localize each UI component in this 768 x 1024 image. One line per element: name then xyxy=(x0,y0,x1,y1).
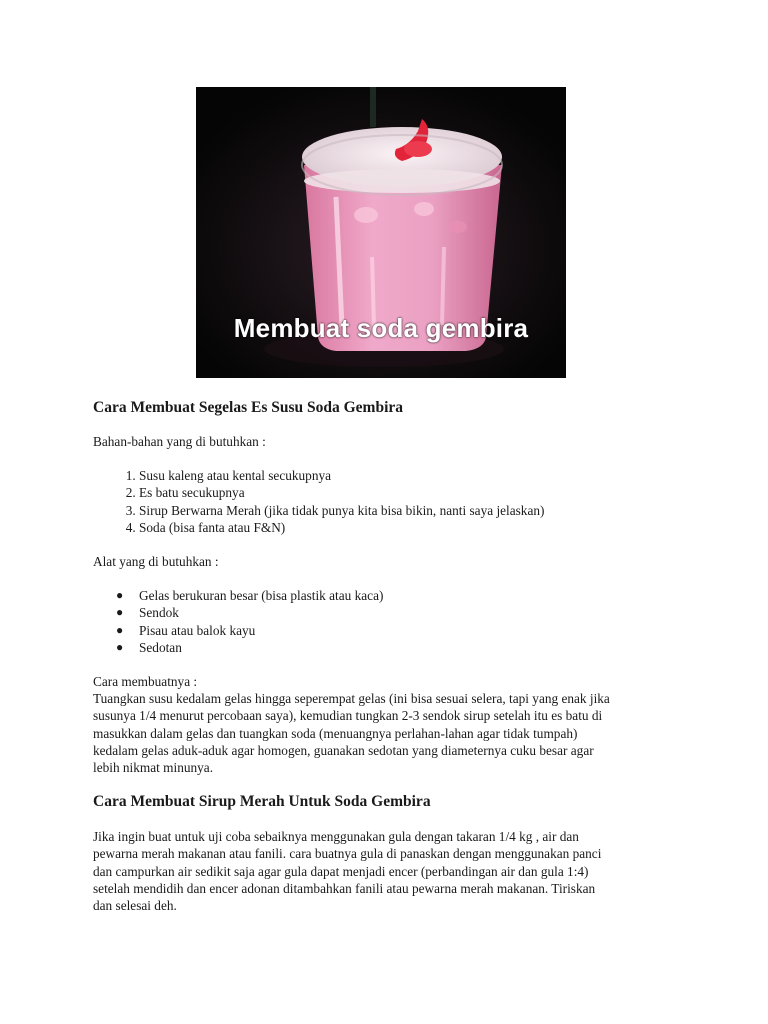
sirup-line: Jika ingin buat untuk uji coba sebaiknya menggunakan gula dengan takaran 1/4 kg , air dan xyxy=(93,829,579,845)
section-heading-sirup-merah: Cara Membuat Sirup Merah Untuk Soda Gembira xyxy=(93,793,431,811)
ingredient-item: 3. Sirup Berwarna Merah (jika tidak punya kita bisa bikin, nanti saya jelaskan) xyxy=(139,502,703,519)
sirup-line: dan selesai deh. xyxy=(93,898,177,914)
bullet-icon: ● xyxy=(116,639,124,654)
method-line: masukkan dalam gelas dan tuangkan soda (menuangnya perlahan-lahan agar tidak tumpah) xyxy=(93,725,578,741)
soda-gembira-photo xyxy=(196,87,566,378)
sirup-paragraph xyxy=(93,828,703,914)
tool-label: Pisau atau balok kayu xyxy=(139,622,256,638)
tool-label: Sedotan xyxy=(139,639,182,655)
tool-item xyxy=(116,639,703,656)
method-line: lebih nikmat minunya. xyxy=(93,760,214,776)
method-paragraph xyxy=(93,673,703,776)
ingredient-item: 1. Susu kaleng atau kental secukupnya xyxy=(139,467,703,484)
bullet-icon: ● xyxy=(116,605,124,620)
sirup-line: pewarna merah makanan atau fanili. cara buatnya gula di panaskan dengan menggunakan panci xyxy=(93,846,602,862)
sirup-line: dan campurkan air sedikit saja agar gula dapat menjadi encer (perbandingan air dan gula 1:4) xyxy=(93,863,589,879)
bullet-icon: ● xyxy=(116,622,124,637)
document-body xyxy=(93,398,703,914)
method-line: susunya 1/4 menurut percobaan saya), kemudian tungkan 2-3 sendok sirup setelah itu es batu di xyxy=(93,708,603,724)
section-heading-es-susu: Cara Membuat Segelas Es Susu Soda Gembira xyxy=(93,399,404,416)
tool-item xyxy=(116,604,703,621)
tools-list xyxy=(93,587,703,656)
sirup-line: setelah mendidih dan encer adonan ditambahkan fanili atau pewarna merah makanan. Tiriskan xyxy=(93,880,596,896)
bullet-icon: ● xyxy=(116,588,124,603)
ingredient-item: 2. Es batu secukupnya xyxy=(139,484,703,501)
ingredients-list xyxy=(93,467,703,536)
ingredient-item: 4. Soda (bisa fanta atau F&N) xyxy=(139,519,703,536)
tool-item xyxy=(116,622,703,639)
method-line: kedalam gelas aduk-aduk agar homogen, guanakan sedotan yang diameternya cuku besar agar xyxy=(93,742,594,758)
method-label: Cara membuatnya : xyxy=(93,674,198,690)
photo-caption: Membuat soda gembira xyxy=(233,313,529,343)
tool-label: Sendok xyxy=(139,605,179,621)
method-line: Tuangkan susu kedalam gelas hingga seperempat gelas (ini bisa sesuai selera, tapi yang enak jika xyxy=(93,691,610,707)
tools-intro: Alat yang di butuhkan : xyxy=(93,554,219,570)
tool-label: Gelas berukuran besar (bisa plastik atau kaca) xyxy=(139,588,384,604)
tool-item xyxy=(116,587,703,604)
ingredients-intro: Bahan-bahan yang di butuhkan : xyxy=(93,434,266,449)
